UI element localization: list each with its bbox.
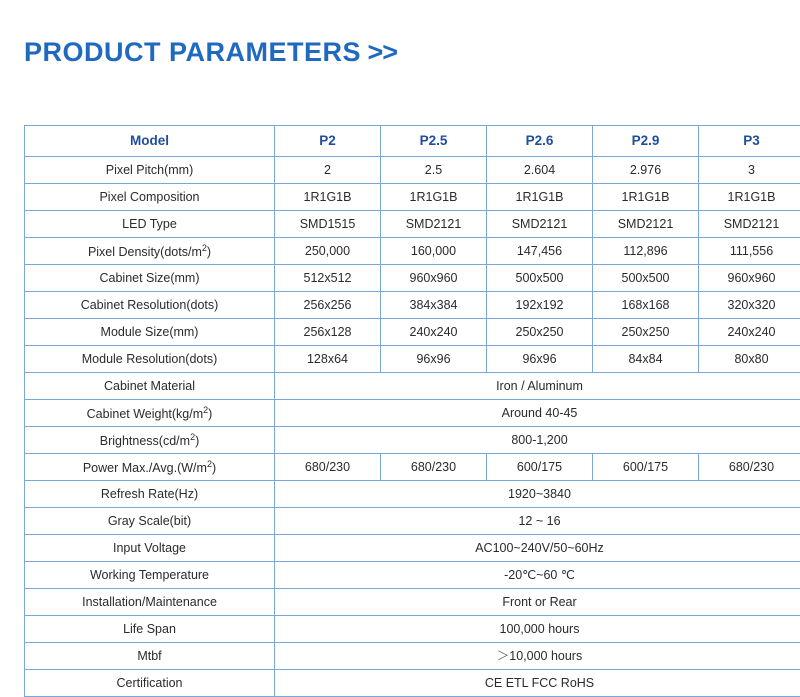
row-label: Pixel $Density(dots/m^2)$: [25, 238, 275, 265]
column-header-model: Model: [25, 126, 275, 157]
spec-table: [24, 125, 800, 697]
row-label: $Brightness(cd/m^2)$: [25, 427, 275, 454]
row-value: 240x240: [381, 319, 487, 346]
column-header-P2-9: P2.9: [593, 126, 699, 157]
table-row: [25, 400, 800, 427]
row-value: 111,556: [699, 238, 800, 265]
table-row: [25, 589, 800, 616]
row-label: LED Type: [25, 211, 275, 238]
row-value: 147,456: [487, 238, 593, 265]
row-value: 84x84: [593, 346, 699, 373]
row-value: SMD2121: [487, 211, 593, 238]
table-row: [25, 373, 800, 400]
row-value: 96x96: [487, 346, 593, 373]
row-value: 96x96: [381, 346, 487, 373]
row-value: 600/175: [593, 454, 699, 481]
row-label: Installation/Maintenance: [25, 589, 275, 616]
row-value-merged: CE ETL FCC RoHS: [275, 670, 800, 697]
row-label: Cabinet $Weight(kg/m^2)$: [25, 400, 275, 427]
row-value: SMD2121: [593, 211, 699, 238]
row-label: Power $Max./Avg.(W/m^2)$: [25, 454, 275, 481]
table-row: [25, 508, 800, 535]
row-value: 1R1G1B: [275, 184, 381, 211]
row-label: Pixel Pitch(mm): [25, 157, 275, 184]
row-label: Cabinet Size(mm): [25, 265, 275, 292]
row-value: 1R1G1B: [593, 184, 699, 211]
row-value: 2.604: [487, 157, 593, 184]
row-value: SMD2121: [381, 211, 487, 238]
row-value: 320x320: [699, 292, 800, 319]
table-header-row: [25, 126, 800, 157]
row-value: 680/230: [699, 454, 800, 481]
row-value: 128x64: [275, 346, 381, 373]
row-label: Mtbf: [25, 643, 275, 670]
column-header-P2: P2: [275, 126, 381, 157]
table-row: [25, 616, 800, 643]
row-value-merged: 1920~3840: [275, 481, 800, 508]
row-value-merged: AC100~240V/50~60Hz: [275, 535, 800, 562]
row-label: Certification: [25, 670, 275, 697]
row-value: 112,896: [593, 238, 699, 265]
row-value: 240x240: [699, 319, 800, 346]
row-value: 256x256: [275, 292, 381, 319]
row-value: 2.976: [593, 157, 699, 184]
table-row: [25, 184, 800, 211]
row-value: 3: [699, 157, 800, 184]
row-value: 2: [275, 157, 381, 184]
row-label: Gray Scale(bit): [25, 508, 275, 535]
table-row: [25, 157, 800, 184]
row-value-merged: Iron / Aluminum: [275, 373, 800, 400]
row-value: 512x512: [275, 265, 381, 292]
row-value: SMD2121: [699, 211, 800, 238]
row-value-merged: ＞10,000 hours: [275, 643, 800, 670]
table-row: [25, 643, 800, 670]
row-label: Cabinet Material: [25, 373, 275, 400]
row-value: 80x80: [699, 346, 800, 373]
page-title: [24, 37, 397, 68]
table-row: [25, 454, 800, 481]
row-value-merged: -20℃~60 ℃: [275, 562, 800, 589]
row-value: 1R1G1B: [487, 184, 593, 211]
row-value: 160,000: [381, 238, 487, 265]
row-value: 500x500: [593, 265, 699, 292]
row-value: 960x960: [381, 265, 487, 292]
row-value: 250,000: [275, 238, 381, 265]
row-label: Life Span: [25, 616, 275, 643]
row-value: 600/175: [487, 454, 593, 481]
table-row: [25, 562, 800, 589]
row-label: Refresh Rate(Hz): [25, 481, 275, 508]
table-row: [25, 319, 800, 346]
table-row: [25, 670, 800, 697]
spec-table-container: [24, 125, 776, 697]
row-label: Working Temperature: [25, 562, 275, 589]
row-value-merged: 800-1,200: [275, 427, 800, 454]
row-value: 500x500: [487, 265, 593, 292]
page-title-arrows: >>: [361, 37, 397, 67]
row-value: 680/230: [381, 454, 487, 481]
row-value-merged: Around 40-45: [275, 400, 800, 427]
row-value: 192x192: [487, 292, 593, 319]
row-label: Cabinet Resolution(dots): [25, 292, 275, 319]
row-value: 168x168: [593, 292, 699, 319]
table-row: [25, 535, 800, 562]
row-value: 384x384: [381, 292, 487, 319]
row-value: SMD1515: [275, 211, 381, 238]
row-value-merged: 100,000 hours: [275, 616, 800, 643]
column-header-P3: P3: [699, 126, 800, 157]
row-label: Module Resolution(dots): [25, 346, 275, 373]
row-value-merged: Front or Rear: [275, 589, 800, 616]
row-value: 960x960: [699, 265, 800, 292]
row-value: 1R1G1B: [699, 184, 800, 211]
row-value: 680/230: [275, 454, 381, 481]
table-row: [25, 211, 800, 238]
column-header-P2-5: P2.5: [381, 126, 487, 157]
table-row: [25, 346, 800, 373]
table-row: [25, 481, 800, 508]
row-label: Input Voltage: [25, 535, 275, 562]
table-row: [25, 292, 800, 319]
table-row: [25, 265, 800, 292]
row-value: 256x128: [275, 319, 381, 346]
row-value: 250x250: [487, 319, 593, 346]
row-value-merged: 12 ~ 16: [275, 508, 800, 535]
page-title-text: PRODUCT PARAMETERS: [24, 37, 361, 67]
row-label: Module Size(mm): [25, 319, 275, 346]
column-header-P2-6: P2.6: [487, 126, 593, 157]
table-row: [25, 238, 800, 265]
table-row: [25, 427, 800, 454]
row-value: 2.5: [381, 157, 487, 184]
row-value: 250x250: [593, 319, 699, 346]
row-value: 1R1G1B: [381, 184, 487, 211]
row-label: Pixel Composition: [25, 184, 275, 211]
